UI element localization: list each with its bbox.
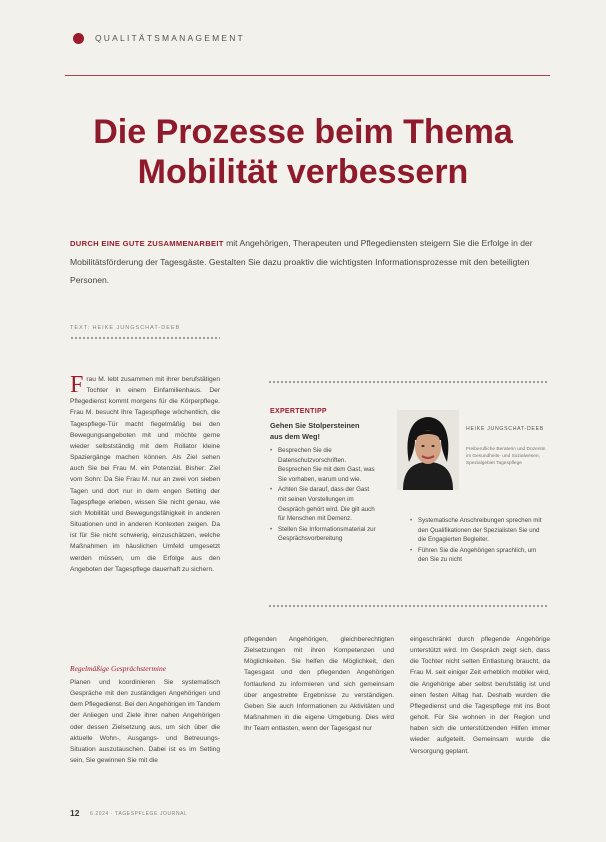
- intro-lead: DURCH EINE GUTE ZUSAMMENARBEIT: [70, 239, 224, 248]
- article-intro: [70, 234, 550, 289]
- tip-box-top-divider: [268, 380, 548, 384]
- section-label: QUALITÄTSMANAGEMENT: [95, 33, 245, 43]
- tip-item: • Führen Sie die Angehörigen sprachlich, um den Sie zu nicht: [410, 546, 548, 565]
- body-text-2: pflegenden Angehörigen, gleichberechtigten Zielsetzungen mit ihren Kompetenzen und Möglichkeiten. Sie helfen die Möglichkeit, den Tagesgast und den pflegenden Angehörigen fortlaufend zu informieren und sich gemeinsam über angestrebte Ergebnisse zu verständigen. Geben Sie auch Informationen zu Aktivitäten und Maßnahmen in die eigene Umgebung. Dies wird Ihr Team entlasten, wenn der Tagesgast nur: [244, 636, 394, 733]
- intro-text: mit Angehörigen, Therapeuten und Pflegediensten steigern Sie die Erfolge in der Mobilitätsförderung der Tagesgäste. Gestalten Sie dazu proaktiv die wichtigsten Informationsprozesse mit den beteiligten Personen.: [70, 238, 533, 285]
- body-column-1: [70, 374, 220, 575]
- tip-item: • Systematische Anschreibungen sprechen mit den Qualifikationen der Spezialisten Sie und die Engagierten Begleiter.: [410, 516, 548, 545]
- article-title-line2: Mobilität verbessern: [137, 153, 469, 191]
- magazine-name: 6.2024 · TAGESPFLEGE JOURNAL: [90, 811, 188, 817]
- page-number: 12: [70, 808, 80, 818]
- expert-portrait-photo: [397, 410, 459, 490]
- body-column-3: [410, 634, 550, 757]
- subheading: Regelmäßige Gesprächstermine: [70, 664, 167, 673]
- article-title: [40, 112, 566, 192]
- article-title-line1: Die Prozesse beim Thema: [93, 113, 513, 151]
- tip-item: • Achten Sie darauf, dass der Gast mit seinen Vorstellungen im Gespräch gehört wird. Die gilt auch für Menschen mit Demenz.: [270, 485, 378, 523]
- tip-list-1: [270, 446, 378, 545]
- tip-list-2: [410, 516, 548, 566]
- expert-name: HEIKE JUNGSCHAT-DEEB: [466, 426, 544, 432]
- drop-cap: F: [70, 372, 84, 398]
- section-marker-icon: [73, 33, 84, 44]
- body-text-1: rau M. lebt zusammen mit ihrer berufstätigen Tochter in einem Einfamilienhaus. Der Pflegedienst kommt morgens für die Körperpflege. Frau M. besucht Ihre Tagespflege wöchentlich, die Tagespflege-Tür macht fiegelmäßig bei den Bewegungsangeboten mit und möchte gerne wieder selbstständig mit dem Rollator kleine Spaziergänge machen können. Als Ziel sehen auch Sie bei Frau M. ein Potenzial. Bisher: Ziel vom Sohn: Da Sie Frau M. nur an zwei von sieben Tagen und dort nur in dem engen Setting der Tagespflege erleben, wissen Sie nicht genau, wie sich Mobilität und Bewegungsfähigkeit in anderen Situationen und in anderen Kontexten zeigen. Da ist für Sie nicht schwierig, einzuschätzen, welche Maßnahmen im häuslichen Umfeld umgesetzt werden müssen, um die Erfolge aus den Angeboten der Tagespflege dauerhaft zu sichern.: [70, 376, 220, 573]
- body-column-2: [244, 634, 394, 734]
- tip-heading: Gehen Sie Stolpersteinen aus dem Weg!: [270, 421, 360, 441]
- tip-item: • Stellen Sie Informationsmaterial zur Gesprächsvorbereitung: [270, 525, 378, 544]
- body-column-1b: [70, 677, 220, 766]
- tip-item: • Besprechen Sie die Datenschutzvorschriften. Besprechen Sie mit dem Gast, was Sie vorhaben, warum und wie.: [270, 446, 378, 484]
- tip-label: EXPERTENTIPP: [270, 408, 327, 415]
- tip-box-bottom-divider: [268, 604, 548, 608]
- byline: TEXT: HEIKE JUNGSCHAT-DEEB: [70, 325, 181, 331]
- top-divider: [65, 75, 550, 76]
- byline-divider: [70, 336, 220, 340]
- body-text-3: eingeschränkt durch pflegende Angehörige unterstützt wird. Im Gespräch zeigt sich, dass die Tochter nicht selten Entlastung braucht, da Frau M. seit einiger Zeit erheblich mobiler wird, die Angehörige aber selbst berufstätig ist und einen festen Alltag hat. Deshalb wurden die Pflegedienst und die Tagespflege mit ins Boot geholt. Für Sie wohnen in der Region und haben sich die unterstützenden Hilfen immer wieder aufgeteilt. Gemeinsam wurde die Versorgung geplant.: [410, 636, 550, 755]
- body-text-1b: Planen und koordinieren Sie systematisch Gespräche mit den zuständigen Angehörigen und dem Pflegedienst. Bei den Angehörigen im Tandem der Anliegen und Ziele ihrer nahen Angehörigen oder dessen Zielsetzung aus, um sich über die aktuelle Wohn-, Ausgangs- und Betreuungs-Situation auszutauschen. Dabei ist es im Setting sein, Sie gewinnen Sie mit die: [70, 679, 220, 765]
- expert-role: Freiberufliche Beraterin und Dozentin im Gesundheits- und Sozialwesen, Spezialgebiet Tagespflege: [466, 447, 546, 466]
